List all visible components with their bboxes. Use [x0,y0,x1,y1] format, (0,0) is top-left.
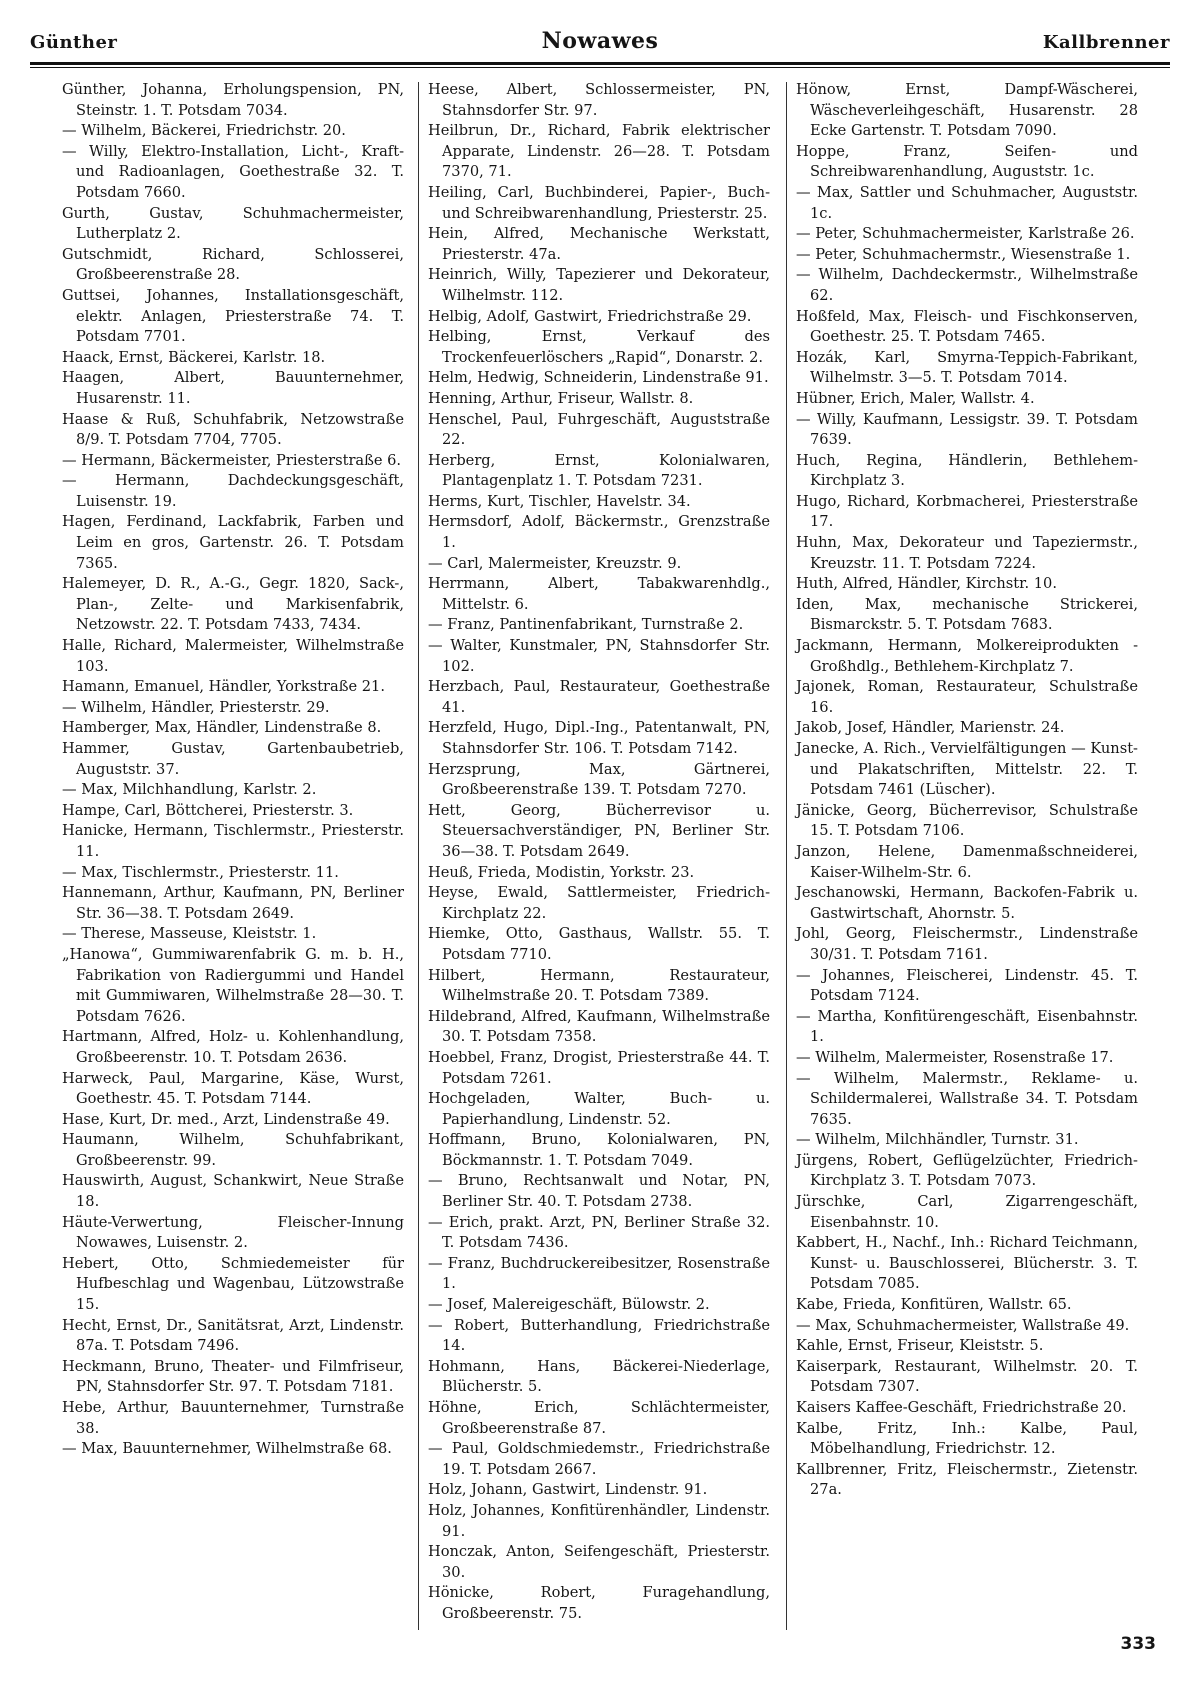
directory-entry: Huth, Alfred, Händler, Kirchstr. 10. [796,575,1057,593]
directory-entry: Holz, Johann, Gastwirt, Lindenstr. 91. [428,1481,708,1499]
directory-entry: — Hermann, Dachdeckungsgeschäft, Luisenstr. 19. [62,472,404,510]
directory-entry: — Wilhelm, Bäckerei, Friedrichstr. 20. [62,122,346,140]
directory-entry: — Wilhelm, Malermeister, Rosenstraße 17. [796,1048,1114,1066]
directory-entry: Kallbrenner, Fritz, Fleischermstr., Zietenstr. 27a. [796,1460,1138,1499]
directory-entry: Harweck, Paul, Margarine, Käse, Wurst, Goethestr. 45. T. Potsdam 7144. [62,1069,404,1108]
directory-entry: Hoffmann, Bruno, Kolonialwaren, PN, Böckmannstr. 1. T. Potsdam 7049. [428,1131,770,1169]
directory-entry: Kabe, Frieda, Konfitüren, Wallstr. 65. [796,1296,1072,1314]
directory-entry: Günther, Johanna, Erholungspension, PN, Steinstr. 1. T. Potsdam 7034. [62,81,404,119]
directory-entry: Hübner, Erich, Maler, Wallstr. 4. [796,389,1035,407]
directory-entry: Helm, Hedwig, Schneiderin, Lindenstraße 91. [428,369,769,387]
directory-entry: Heiling, Carl, Buchbinderei, Papier-, Buch- und Schreibwarenhandlung, Priesterstr. 25. [428,183,770,222]
directory-entry: Kahle, Ernst, Friseur, Kleiststr. 5. [796,1337,1044,1355]
directory-entry: — Hermann, Bäckermeister, Priesterstraße 6. [62,451,402,469]
directory-entry: Heyse, Ewald, Sattlermeister, Friedrich-Kirchplatz 22. [428,884,770,922]
header-rule-thin [30,67,1170,68]
directory-entry: Hase, Kurt, Dr. med., Arzt, Lindenstraße 49. [62,1110,390,1128]
directory-entry: Herzbach, Paul, Restaurateur, Goethestraße 41. [428,678,770,716]
directory-entry: — Carl, Malermeister, Kreuzstr. 9. [428,554,682,572]
directory-entry: Janzon, Helene, Damenmaßschneiderei, Kaiser-Wilhelm-Str. 6. [796,842,1138,881]
directory-entry: Hochgeladen, Walter, Buch- u. Papierhandlung, Lindenstr. 52. [428,1090,770,1128]
directory-entry: — Franz, Buchdruckereibesitzer, Rosenstraße 1. [428,1254,770,1293]
directory-entry: Hauswirth, August, Schankwirt, Neue Straße 18. [62,1172,404,1211]
directory-entry: Henschel, Paul, Fuhrgeschäft, Auguststraße 22. [428,410,770,449]
column-3 [796,80,1138,1501]
directory-entry: Kalbe, Fritz, Inh.: Kalbe, Paul, Möbelhandlung, Friedrichstr. 12. [796,1419,1138,1458]
directory-entry: Hamann, Emanuel, Händler, Yorkstraße 21. [62,678,385,696]
header-town-title: Nowawes [541,28,659,54]
directory-entry: Hammer, Gustav, Gartenbaubetrieb, Auguststr. 37. [62,740,404,778]
page-number: 333 [1120,1634,1156,1654]
directory-entry: Heinrich, Willy, Tapezierer und Dekorateur, Wilhelmstr. 112. [428,266,770,304]
directory-entry: — Walter, Kunstmaler, PN, Stahnsdorfer Str. 102. [428,637,770,675]
directory-entry: Herzsprung, Max, Gärtnerei, Großbeerenstraße 139. T. Potsdam 7270. [428,760,770,799]
directory-entry: Hamberger, Max, Händler, Lindenstraße 8. [62,719,382,737]
directory-entry: — Franz, Pantinenfabrikant, Turnstraße 2. [428,616,744,634]
directory-entry: Hönow, Ernst, Dampf-Wäscherei, Wäscheverleihgeschäft, Husarenstr. 28 Ecke Gartenstr. T. Potsdam 7090. [796,81,1138,140]
directory-entry: Hampe, Carl, Böttcherei, Priesterstr. 3. [62,801,354,819]
directory-entry: — Martha, Konfitürengeschäft, Eisenbahnstr. 1. [796,1007,1138,1046]
directory-entry: Herzfeld, Hugo, Dipl.-Ing., Patentanwalt, PN, Stahnsdorfer Str. 106. T. Potsdam 7142. [428,719,770,757]
directory-entry: Jürgens, Robert, Geflügelzüchter, Friedrich-Kirchplatz 3. T. Potsdam 7073. [796,1151,1138,1190]
directory-entry: Hein, Alfred, Mechanische Werkstatt, Priesterstr. 47a. [428,225,770,263]
directory-entry: — Wilhelm, Malermstr., Reklame- u. Schildermalerei, Wallstraße 34. T. Potsdam 7635. [796,1069,1138,1128]
directory-entry: Halemeyer, D. R., A.-G., Gegr. 1820, Sack-, Plan-, Zelte- und Markisenfabrik, Netzowstr. 22. T. Potsdam 7433, 7434. [62,575,404,634]
directory-entry: Hildebrand, Alfred, Kaufmann, Wilhelmstraße 30. T. Potsdam 7358. [428,1007,770,1046]
directory-entry: Johl, Georg, Fleischermstr., Lindenstraße 30/31. T. Potsdam 7161. [796,925,1138,963]
header-right-catchword: Kallbrenner [1042,32,1170,53]
directory-entry: Heuß, Frieda, Modistin, Yorkstr. 23. [428,863,695,881]
directory-entry: Hagen, Ferdinand, Lackfabrik, Farben und Leim en gros, Gartenstr. 26. T. Potsdam 7365. [62,513,404,572]
directory-entry: Haack, Ernst, Bäckerei, Karlstr. 18. [62,348,326,366]
directory-entry: Hanicke, Hermann, Tischlermstr., Priesterstr. 11. [62,822,404,860]
directory-entry: Kaisers Kaffee-Geschäft, Friedrichstraße 20. [796,1399,1127,1416]
directory-entry: Iden, Max, mechanische Strickerei, Bismarckstr. 5. T. Potsdam 7683. [796,595,1138,634]
header-left-catchword: Günther [30,32,118,53]
directory-entry: — Josef, Malereigeschäft, Bülowstr. 2. [428,1296,710,1314]
directory-entry: Häute-Verwertung, Fleischer-Innung Nowawes, Luisenstr. 2. [62,1213,404,1252]
directory-entry: Kaiserpark, Restaurant, Wilhelmstr. 20. T. Potsdam 7307. [796,1357,1138,1396]
directory-entry: Jänicke, Georg, Bücherrevisor, Schulstraße 15. T. Potsdam 7106. [796,801,1138,840]
directory-entry: — Wilhelm, Dachdeckermstr., Wilhelmstraße 62. [796,266,1138,304]
directory-entry: Hebe, Arthur, Bauunternehmer, Turnstraße 38. [62,1399,404,1437]
directory-entry: Hugo, Richard, Korbmacherei, Priesterstraße 17. [796,492,1138,531]
directory-entry: Hermsdorf, Adolf, Bäckermstr., Grenzstraße 1. [428,513,770,552]
directory-entry: Jakob, Josef, Händler, Marienstr. 24. [796,719,1065,737]
column-1 [62,80,404,1460]
directory-entry: Hoebbel, Franz, Drogist, Priesterstraße 44. T. Potsdam 7261. [428,1048,770,1087]
directory-entry: Hilbert, Hermann, Restaurateur, Wilhelmstraße 20. T. Potsdam 7389. [428,966,770,1005]
directory-entry: Hozák, Karl, Smyrna-Teppich-Fabrikant, Wilhelmstr. 3—5. T. Potsdam 7014. [796,348,1138,387]
directory-entry: — Therese, Masseuse, Kleiststr. 1. [62,925,317,943]
directory-entry: Hoppe, Franz, Seifen- und Schreibwarenhandlung, Auguststr. 1c. [796,142,1138,181]
directory-entry: — Bruno, Rechtsanwalt und Notar, PN, Berliner Str. 40. T. Potsdam 2738. [428,1172,770,1211]
directory-entry: Guttsei, Johannes, Installationsgeschäft, elektr. Anlagen, Priesterstraße 74. T. Potsdam 7701. [62,286,404,346]
directory-entry: — Peter, Schuhmachermstr., Wiesenstraße 1. [796,245,1131,263]
directory-entry: — Willy, Kaufmann, Lessigstr. 39. T. Potsdam 7639. [796,410,1138,449]
directory-entry: Heckmann, Bruno, Theater- und Filmfriseur, PN, Stahnsdorfer Str. 97. T. Potsdam 7181. [62,1357,404,1396]
running-header [30,26,1170,66]
directory-entry: — Wilhelm, Milchhändler, Turnstr. 31. [796,1131,1079,1149]
directory-entry: Henning, Arthur, Friseur, Wallstr. 8. [428,389,694,407]
directory-entry: Hebert, Otto, Schmiedemeister für Hufbeschlag und Wagenbau, Lützowstraße 15. [62,1254,404,1314]
directory-entry: Janecke, A. Rich., Vervielfältigungen — Kunst- und Plakatschriften, Mittelstr. 22. T. Potsdam 7461 (Lüscher). [796,740,1138,799]
directory-entry: — Peter, Schuhmachermeister, Karlstraße 26. [796,225,1135,243]
directory-entry: Hecht, Ernst, Dr., Sanitätsrat, Arzt, Lindenstr. 87a. T. Potsdam 7496. [62,1316,404,1355]
directory-entry: — Max, Tischlermstr., Priesterstr. 11. [62,863,339,881]
directory-entry: Halle, Richard, Malermeister, Wilhelmstraße 103. [62,637,404,675]
column-divider [786,82,787,1630]
directory-entry: — Erich, prakt. Arzt, PN, Berliner Straße 32. T. Potsdam 7436. [428,1213,770,1252]
directory-entry: Holz, Johannes, Konfitürenhändler, Lindenstr. 91. [428,1501,770,1540]
directory-entry: Herms, Kurt, Tischler, Havelstr. 34. [428,492,691,510]
directory-entry: — Max, Bauunternehmer, Wilhelmstraße 68. [62,1440,392,1458]
directory-entry: — Max, Sattler und Schuhmacher, Auguststr. 1c. [796,183,1138,222]
directory-entry: Jürschke, Carl, Zigarrengeschäft, Eisenbahnstr. 10. [796,1193,1138,1231]
directory-entry: Höhne, Erich, Schlächtermeister, Großbeerenstraße 87. [428,1399,770,1437]
directory-entry: — Wilhelm, Händler, Priesterstr. 29. [62,698,330,716]
directory-entry: Herrmann, Albert, Tabakwarenhdlg., Mittelstr. 6. [428,575,770,613]
directory-entry: — Johannes, Fleischerei, Lindenstr. 45. T. Potsdam 7124. [796,966,1138,1005]
directory-entry: — Paul, Goldschmiedemstr., Friedrichstraße 19. T. Potsdam 2667. [428,1440,770,1478]
directory-entry: Jeschanowski, Hermann, Backofen-Fabrik u. Gastwirtschaft, Ahornstr. 5. [796,884,1138,922]
directory-entry: Huch, Regina, Händlerin, Bethlehem-Kirchplatz 3. [796,451,1138,490]
directory-entry: Hartmann, Alfred, Holz- u. Kohlenhandlung, Großbeerenstr. 10. T. Potsdam 2636. [62,1028,404,1066]
directory-entry: „Hanowa“, Gummiwarenfabrik G. m. b. H., Fabrikation von Radiergummi und Handel mit Gummiwaren, Wilhelmstraße 28—30. T. Potsdam 7626. [62,945,404,1025]
directory-entry: Hannemann, Arthur, Kaufmann, PN, Berliner Str. 36—38. T. Potsdam 2649. [62,884,404,922]
directory-entry: Heese, Albert, Schlossermeister, PN, Stahnsdorfer Str. 97. [428,81,770,119]
directory-entry: Heilbrun, Dr., Richard, Fabrik elektrischer Apparate, Lindenstr. 26—28. T. Potsdam 7370, 71. [428,122,770,181]
directory-entry: Hoßfeld, Max, Fleisch- und Fischkonserven, Goethestr. 25. T. Potsdam 7465. [796,307,1138,346]
directory-entry: Honczak, Anton, Seifengeschäft, Priesterstr. 30. [428,1543,770,1581]
directory-entry: Jackmann, Hermann, Molkereiprodukten - Großhdlg., Bethlehem-Kirchplatz 7. [796,637,1138,675]
header-rule-thick [30,62,1170,65]
directory-entry: Gutschmidt, Richard, Schlosserei, Großbeerenstraße 28. [62,245,404,284]
directory-entry: Herberg, Ernst, Kolonialwaren, Plantagenplatz 1. T. Potsdam 7231. [428,451,770,490]
directory-entry: Haase & Ruß, Schuhfabrik, Netzowstraße 8/9. T. Potsdam 7704, 7705. [62,410,404,449]
directory-entry: Helbing, Ernst, Verkauf des Trockenfeuerlöschers „Rapid“, Donarstr. 2. [428,328,770,366]
column-2 [428,80,770,1625]
directory-entry: Hönicke, Robert, Furagehandlung, Großbeerenstr. 75. [428,1584,770,1622]
directory-entry: Hohmann, Hans, Bäckerei-Niederlage, Blücherstr. 5. [428,1357,770,1396]
column-divider [418,82,419,1630]
directory-entry: Huhn, Max, Dekorateur und Tapeziermstr., Kreuzstr. 11. T. Potsdam 7224. [796,534,1138,572]
directory-entry: Haumann, Wilhelm, Schuhfabrikant, Großbeerenstr. 99. [62,1131,404,1169]
directory-entry: Hett, Georg, Bücherrevisor u. Steuersachverständiger, PN, Berliner Str. 36—38. T. Potsdam 2649. [428,801,770,860]
directory-entry: — Willy, Elektro-Installation, Licht-, Kraft- und Radioanlagen, Goethestraße 32. T. Potsdam 7660. [62,142,404,201]
directory-entry: — Max, Milchhandlung, Karlstr. 2. [62,781,317,799]
directory-entry: Helbig, Adolf, Gastwirt, Friedrichstraße 29. [428,307,752,325]
directory-entry: Gurth, Gustav, Schuhmachermeister, Lutherplatz 2. [62,204,404,243]
directory-entry: Haagen, Albert, Bauunternehmer, Husarenstr. 11. [62,369,404,407]
directory-entry: Kabbert, H., Nachf., Inh.: Richard Teichmann, Kunst- u. Bauschlosserei, Blücherstr. 3. T. Potsdam 7085. [796,1234,1138,1293]
directory-entry: Hiemke, Otto, Gasthaus, Wallstr. 55. T. Potsdam 7710. [428,925,770,963]
directory-entry: — Max, Schuhmachermeister, Wallstraße 49. [796,1316,1130,1334]
directory-entry: Jajonek, Roman, Restaurateur, Schulstraße 16. [796,678,1138,716]
directory-entry: — Robert, Butterhandlung, Friedrichstraße 14. [428,1316,770,1355]
